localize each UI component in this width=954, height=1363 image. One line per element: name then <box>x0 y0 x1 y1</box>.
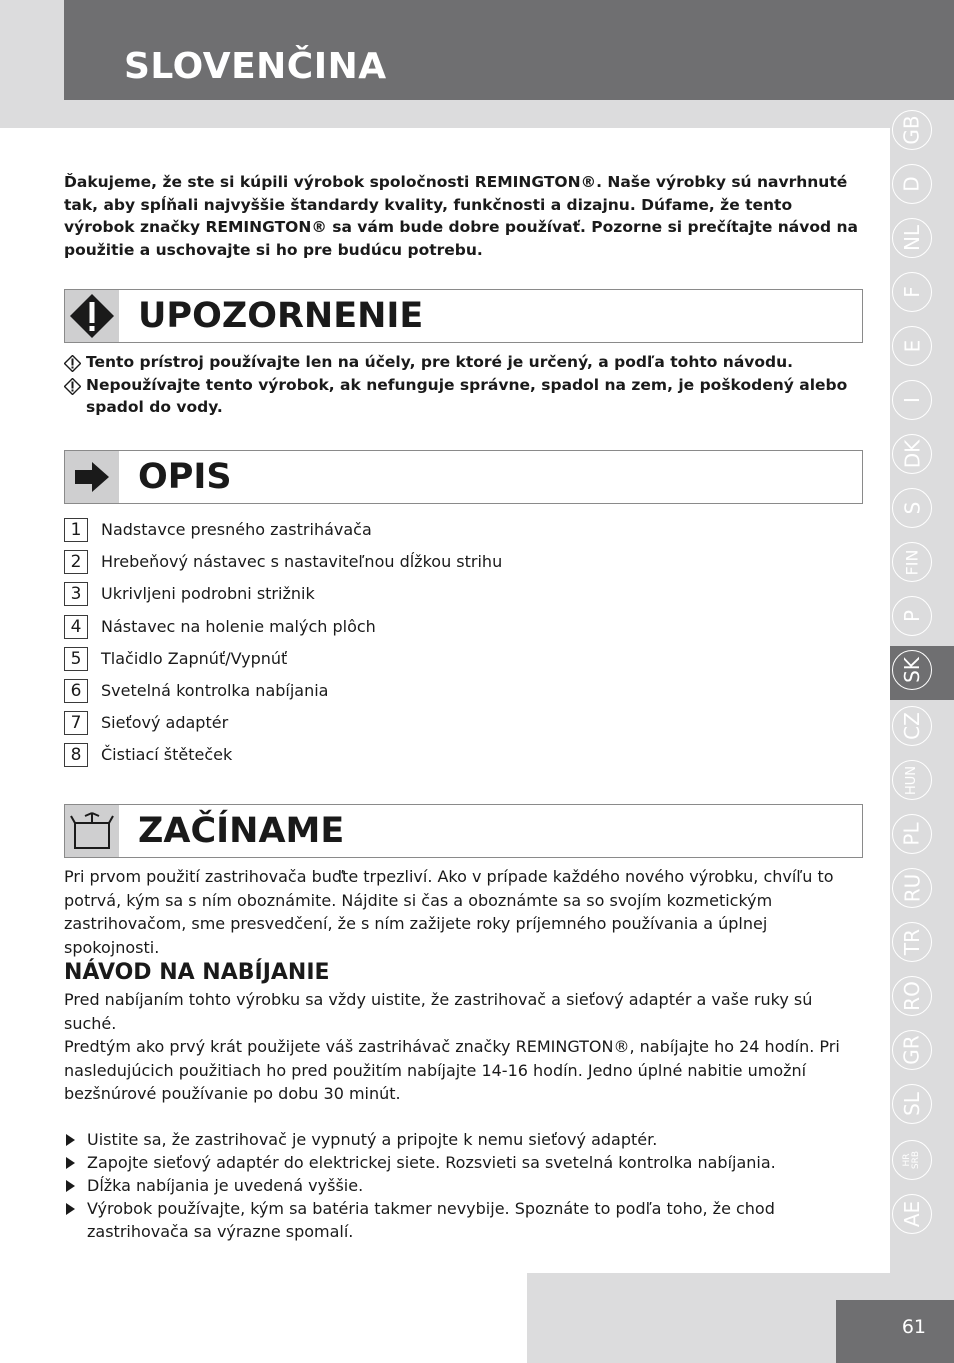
tab-gb[interactable]: GB <box>892 110 932 150</box>
tab-s[interactable]: S <box>892 488 932 528</box>
list-item: Zapojte sieťový adaptér do elektrickej siete. Rozsvieti sa svetelná kontrolka nabíjania. <box>64 1151 864 1174</box>
tab-ru[interactable]: RU <box>892 868 932 908</box>
tab-ro[interactable]: RO <box>892 976 932 1016</box>
tab-gr[interactable]: GR <box>892 1030 932 1070</box>
warning-icon <box>65 290 119 342</box>
warning-heading: UPOZORNENIE <box>138 296 424 336</box>
tab-pl[interactable]: PL <box>892 814 932 854</box>
tab-e[interactable]: E <box>892 326 932 366</box>
page-title: SLOVENČINA <box>124 46 387 87</box>
warning-item: Tento prístroj používajte len na účely, pre ktoré je určený, a podľa tohto návodu. <box>64 351 864 374</box>
bullet-arrow-icon <box>66 1134 75 1146</box>
part-number: 2 <box>64 550 88 574</box>
tab-hr-srb[interactable]: HR SRB <box>892 1140 932 1180</box>
getting-started-header <box>64 804 863 858</box>
part-number: 5 <box>64 647 88 671</box>
part-label: Nadstavce presného zastrihávača <box>101 520 372 539</box>
intro-text: Ďakujeme, že ste si kúpili výrobok spoločnosti REMINGTON®. Naše výrobky sú navrhnuté tak, aby spĺňali najvyššie štandardy kvality, funkčnosti a dizajnu. Dúfame, že tento výrobok značky REMINGTON® sa vám bude dobre používať. Pozorne si prečítajte návod na použitie a uschovajte si ho pre budúcu potrebu. <box>64 173 858 259</box>
tab-ae[interactable]: AE <box>892 1194 932 1234</box>
getting-started-text: Pri prvom použití zastrihovača buďte trpezliví. Ako v prípade každého nového výrobku, chvíľu to potrvá, kým sa s ním oboznámite. Nájdite si čas a oboznámte sa so svojím kozmetickým zastrihovačom, sme presvedčení, že s ním zažijete roky príjemného používania a úplnej spokojnosti. <box>64 867 834 957</box>
tab-dk[interactable]: DK <box>892 434 932 474</box>
charging-heading: NÁVOD NA NABÍJANIE <box>64 960 330 985</box>
part-number: 8 <box>64 743 88 767</box>
bullet-arrow-icon <box>66 1203 75 1215</box>
tab-cz[interactable]: CZ <box>892 706 932 746</box>
warning-bullet-icon <box>64 378 81 402</box>
tab-fin[interactable]: FIN <box>892 542 932 582</box>
bullet-arrow-icon <box>66 1157 75 1169</box>
tab-hun[interactable]: HUN <box>892 760 932 800</box>
warning-item: Nepoužívajte tento výrobok, ak nefunguje správne, spadol na zem, je poškodený alebo spadol do vody. <box>64 374 864 419</box>
part-label: Svetelná kontrolka nabíjania <box>101 680 329 700</box>
part-label: Nástavec na holenie malých plôch <box>101 616 376 636</box>
part-label: Tlačidlo Zapnúť/Vypnúť <box>101 648 288 668</box>
part-label: Čistiací štěteček <box>101 745 233 765</box>
list-item: Uistite sa, že zastrihovač je vypnutý a pripojte k nemu sieťový adaptér. <box>64 1128 864 1151</box>
charging-paragraph-1: Pred nabíjaním tohto výrobku sa vždy uistite, že zastrihovač a sieťový adaptér a vaše ruky sú suché. <box>64 990 813 1033</box>
page-number: 61 <box>901 1316 926 1338</box>
list-item: Dĺžka nabíjania je uvedená vyššie. <box>64 1174 864 1197</box>
description-heading: OPIS <box>138 457 232 497</box>
list-item: Výrobok používajte, kým sa batéria takmer nevybije. Spoznáte to podľa toho, že chod zastrihovača sa výrazne spomalí. <box>64 1197 864 1243</box>
charging-paragraph-2: Predtým ako prvý krát použijete váš zastrihávač značky REMINGTON®, nabíjajte ho 24 hodín. Pri nasledujúcich použitiach ho pred použitím nabíjajte 14-16 hodín. Jedno úplné nabitie umožní bezšnúrové používanie po dobu 30 minút. <box>64 1037 840 1103</box>
part-number: 4 <box>64 615 88 639</box>
part-number: 6 <box>64 679 88 703</box>
title-bar <box>64 0 954 100</box>
bullet-arrow-icon <box>66 1180 75 1192</box>
tab-f[interactable]: F <box>892 272 932 312</box>
tab-p[interactable]: P <box>892 596 932 636</box>
arrow-right-icon <box>65 451 119 503</box>
charging-steps <box>64 1128 864 1243</box>
tab-i[interactable]: I <box>892 380 932 420</box>
part-label: Hrebeňový nástavec s nastaviteľnou dĺžkou strihu <box>101 552 503 572</box>
description-header <box>64 450 863 504</box>
warning-header <box>64 289 863 343</box>
tab-d[interactable]: D <box>892 164 932 204</box>
part-number: 7 <box>64 711 88 735</box>
tab-sl[interactable]: SL <box>892 1084 932 1124</box>
part-number: 1 <box>64 518 88 542</box>
part-label: Sieťový adaptér <box>101 713 229 733</box>
getting-started-heading: ZAČÍNAME <box>138 811 345 851</box>
tab-nl[interactable]: NL <box>892 218 932 258</box>
tab-sk[interactable]: SK <box>892 650 932 690</box>
part-number: 3 <box>64 582 88 606</box>
part-label: Ukrivljeni podrobni strižnik <box>101 584 315 604</box>
tab-tr[interactable]: TR <box>892 922 932 962</box>
warning-list <box>64 351 864 419</box>
box-icon <box>65 805 119 857</box>
page-number-box <box>836 1300 954 1363</box>
